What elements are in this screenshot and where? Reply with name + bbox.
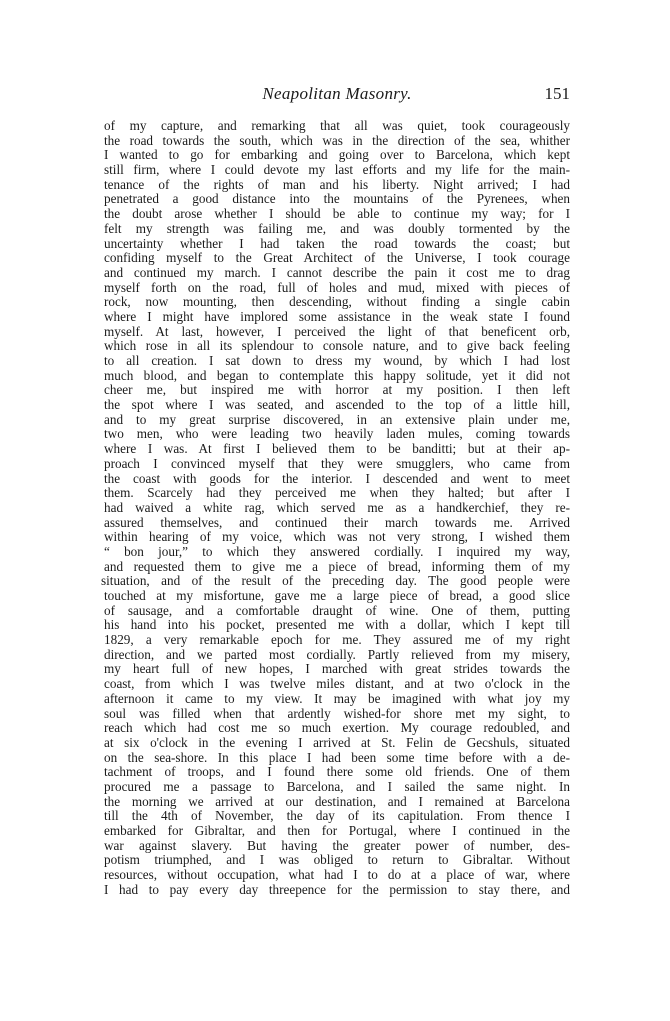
text-line: which rose in all its splendour to console nature, and to give back feeling (104, 339, 570, 354)
running-title: Neapolitan Masonry. (262, 84, 412, 103)
text-line: to all creation. I sat down to dress my wound, by which I had lost (104, 354, 570, 368)
text-line: procured me a passage to Barcelona, and I sailed the same night. In (104, 779, 570, 794)
running-head (104, 84, 570, 108)
text-line: two men, who were leading two heavily laden mules, coming towards (104, 427, 570, 442)
text-line: proach I convinced myself that they were smugglers, who came from (104, 456, 570, 471)
text-line: of sausage, and a comfortable draught of wine. One of them, putting (104, 603, 570, 618)
text-line: tenance of the rights of man and his liberty. Night arrived; I had (104, 177, 570, 192)
text-line: embarked for Gibraltar, and then for Portugal, where I continued in the (104, 824, 570, 838)
text-line: myself. At last, however, I perceived the light of that beneficent orb, (104, 324, 570, 339)
text-line: and to my great surprise discovered, in an extensive plain under me, (104, 412, 570, 427)
text-line: soul was filled when that ardently wished-for shore met my sight, to (104, 706, 570, 721)
text-line: afternoon it came to my view. It may be imagined with what joy my (104, 691, 570, 706)
text-line: tachment of troops, and I found there some old friends. One of them (104, 765, 570, 780)
text-line: the coast with goods for the interior. I descended and went to meet (104, 471, 570, 486)
text-line: on the sea-shore. In this place I had been some time before with a de- (104, 750, 570, 765)
text-line: felt my strength was failing me, and was doubly tormented by the (104, 221, 570, 236)
text-line: of my capture, and remarking that all was quiet, took courageously (104, 119, 570, 133)
text-line: reach which had cost me so much exertion. My courage redoubled, and (104, 721, 570, 736)
text-line: war against slavery. But having the greater power of number, des- (104, 838, 570, 853)
text-line: myself forth on the road, full of holes and mud, mixed with pieces of (104, 280, 570, 295)
body-text (101, 119, 570, 897)
text-line: till the 4th of November, the day of its capitulation. From thence I (104, 809, 570, 824)
text-line: 1829, a very remarkable epoch for me. They assured me of my right (104, 633, 570, 648)
text-line: situation, and of the result of the preceding day. The good people were (101, 574, 570, 589)
text-line: and continued my march. I cannot describe the pain it cost me to drag (104, 265, 570, 280)
text-line: them. Scarcely had they perceived me when they halted; but after I (104, 486, 570, 501)
text-line: rock, now mounting, then descending, without finding a single cabin (104, 295, 570, 310)
text-line: I had to pay every day threepence for the permission to stay there, and (104, 882, 570, 897)
text-line: uncertainty whether I had taken the road towards the coast; but (104, 236, 570, 251)
text-line: coast, from which I was twelve miles distant, and at two o'clock in the (104, 677, 570, 692)
text-line: at six o'clock in the evening I arrived at St. Felin de Gecshuls, situated (104, 735, 570, 750)
text-line: assured themselves, and continued their march towards me. Arrived (104, 515, 570, 530)
text-line: I wanted to go for embarking and going over to Barcelona, which kept (104, 148, 570, 163)
text-line: my heart full of new hopes, I marched with great strides towards the (104, 662, 570, 677)
text-line: much blood, and began to contemplate this happy solitude, yet it did not (104, 368, 570, 383)
text-line: direction, and we parted most cordially. Partly relieved from my misery, (104, 647, 570, 662)
text-line: resources, without occupation, what had I to do at a place of war, where (104, 868, 570, 883)
text-line: penetrated a good distance into the mountains of the Pyrenees, when (104, 192, 570, 207)
text-line: potism triumphed, and I was obliged to return to Gibraltar. Without (104, 853, 570, 868)
text-line: had waived a white rag, which served me as a handkerchief, they re- (104, 500, 570, 515)
text-line: where I might have implored some assistance in the weak state I found (104, 309, 570, 324)
text-line: and requested them to give me a piece of bread, informing them of my (104, 559, 570, 574)
text-line: cheer me, but inspired me with horror at my position. I then left (104, 383, 570, 398)
text-line: “ bon jour,” to which they answered cordially. I inquired my way, (104, 544, 570, 559)
text-line: still firm, where I could devote my last efforts and my life for the main- (104, 163, 570, 178)
text-line: touched at my misfortune, gave me a large piece of bread, a good slice (104, 589, 570, 603)
text-line: the spot where I was seated, and ascended to the top of a little hill, (104, 398, 570, 413)
text-line: the morning we arrived at our destination, and I remained at Barcelona (104, 794, 570, 809)
text-line: confiding myself to the Great Architect of the Universe, I took courage (104, 251, 570, 266)
text-line: the doubt arose whether I should be able to continue my way; for I (104, 207, 570, 222)
text-line: where I was. At first I believed them to be banditti; but at their ap- (104, 442, 570, 457)
text-line: the road towards the south, which was in the direction of the sea, whither (104, 133, 570, 148)
text-line: within hearing of my voice, which was not very strong, I wished them (104, 530, 570, 545)
text-line: his hand into his pocket, presented me with a dollar, which I kept till (104, 618, 570, 633)
page-number: 151 (544, 84, 570, 103)
